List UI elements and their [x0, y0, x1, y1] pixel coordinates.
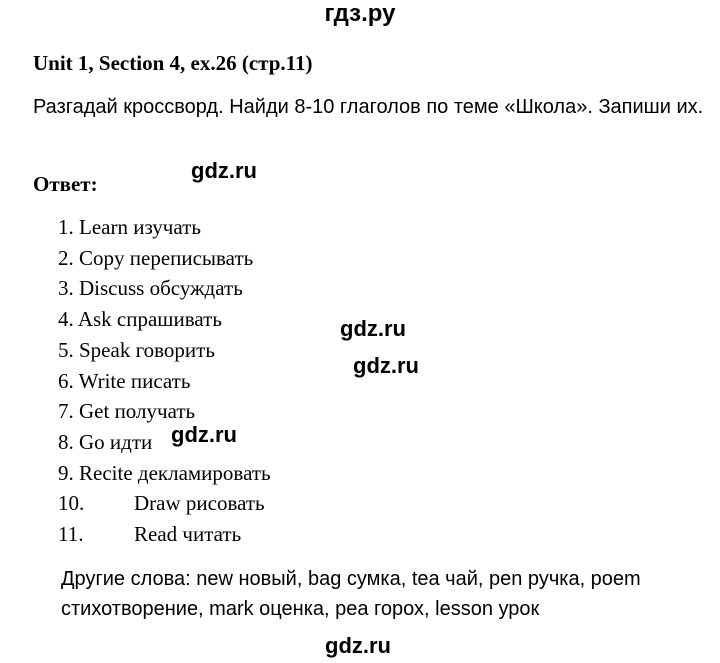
item-text: Go идти — [79, 429, 153, 454]
list-item — [58, 273, 271, 304]
list-item — [58, 366, 271, 397]
site-header: гдз.ру — [324, 0, 396, 27]
item-number: 10. — [58, 491, 85, 516]
item-text: Recite декламировать — [79, 460, 271, 485]
list-item — [58, 427, 271, 458]
exercise-title: Unit 1, Section 4, ex.26 (стр.11) — [33, 51, 313, 75]
item-number: 1. — [58, 215, 74, 239]
item-number: 6. — [58, 368, 74, 393]
list-item — [58, 243, 271, 274]
task-text: Разгадай кроссворд. Найди 8-10 глаголов по теме «Школа». Запиши их. — [33, 96, 704, 118]
watermark: gdz.ru — [353, 353, 419, 378]
item-number: 2. — [58, 245, 74, 270]
item-number: 8. — [58, 429, 74, 454]
list-item — [58, 458, 271, 489]
watermark: gdz.ru — [191, 158, 257, 183]
item-number: 11. — [58, 522, 84, 547]
item-text: Read читать — [134, 522, 242, 547]
item-number: 4. — [58, 307, 74, 332]
list-item — [58, 335, 271, 366]
item-text: Speak говорить — [79, 337, 215, 362]
item-text: Get получать — [79, 399, 196, 424]
answer-label: Ответ: — [33, 172, 98, 196]
list-item — [58, 304, 271, 335]
list-item — [58, 519, 271, 550]
item-number: 7. — [58, 399, 74, 424]
item-text: Draw рисовать — [134, 491, 265, 516]
item-number: 5. — [58, 337, 74, 362]
answer-list — [58, 212, 271, 550]
item-text: Write писать — [78, 368, 191, 393]
item-text: Discuss обсуждать — [79, 276, 243, 301]
item-number: 9. — [58, 460, 74, 485]
item-text: Ask спрашивать — [77, 307, 222, 332]
watermark: gdz.ru — [325, 633, 391, 658]
list-item — [58, 488, 271, 519]
watermark: gdz.ru — [171, 422, 237, 447]
list-item — [58, 396, 271, 427]
item-number: 3. — [58, 276, 74, 301]
item-text: Learn изучать — [79, 215, 201, 239]
watermark: gdz.ru — [340, 316, 406, 341]
other-words: Другие слова: new новый, bag сумка, tea чай, pen ручка, poem стихотворение, mark оценка, pea горох, lesson урок — [61, 568, 641, 620]
item-text: Copy переписывать — [79, 245, 254, 270]
list-item — [58, 212, 271, 243]
